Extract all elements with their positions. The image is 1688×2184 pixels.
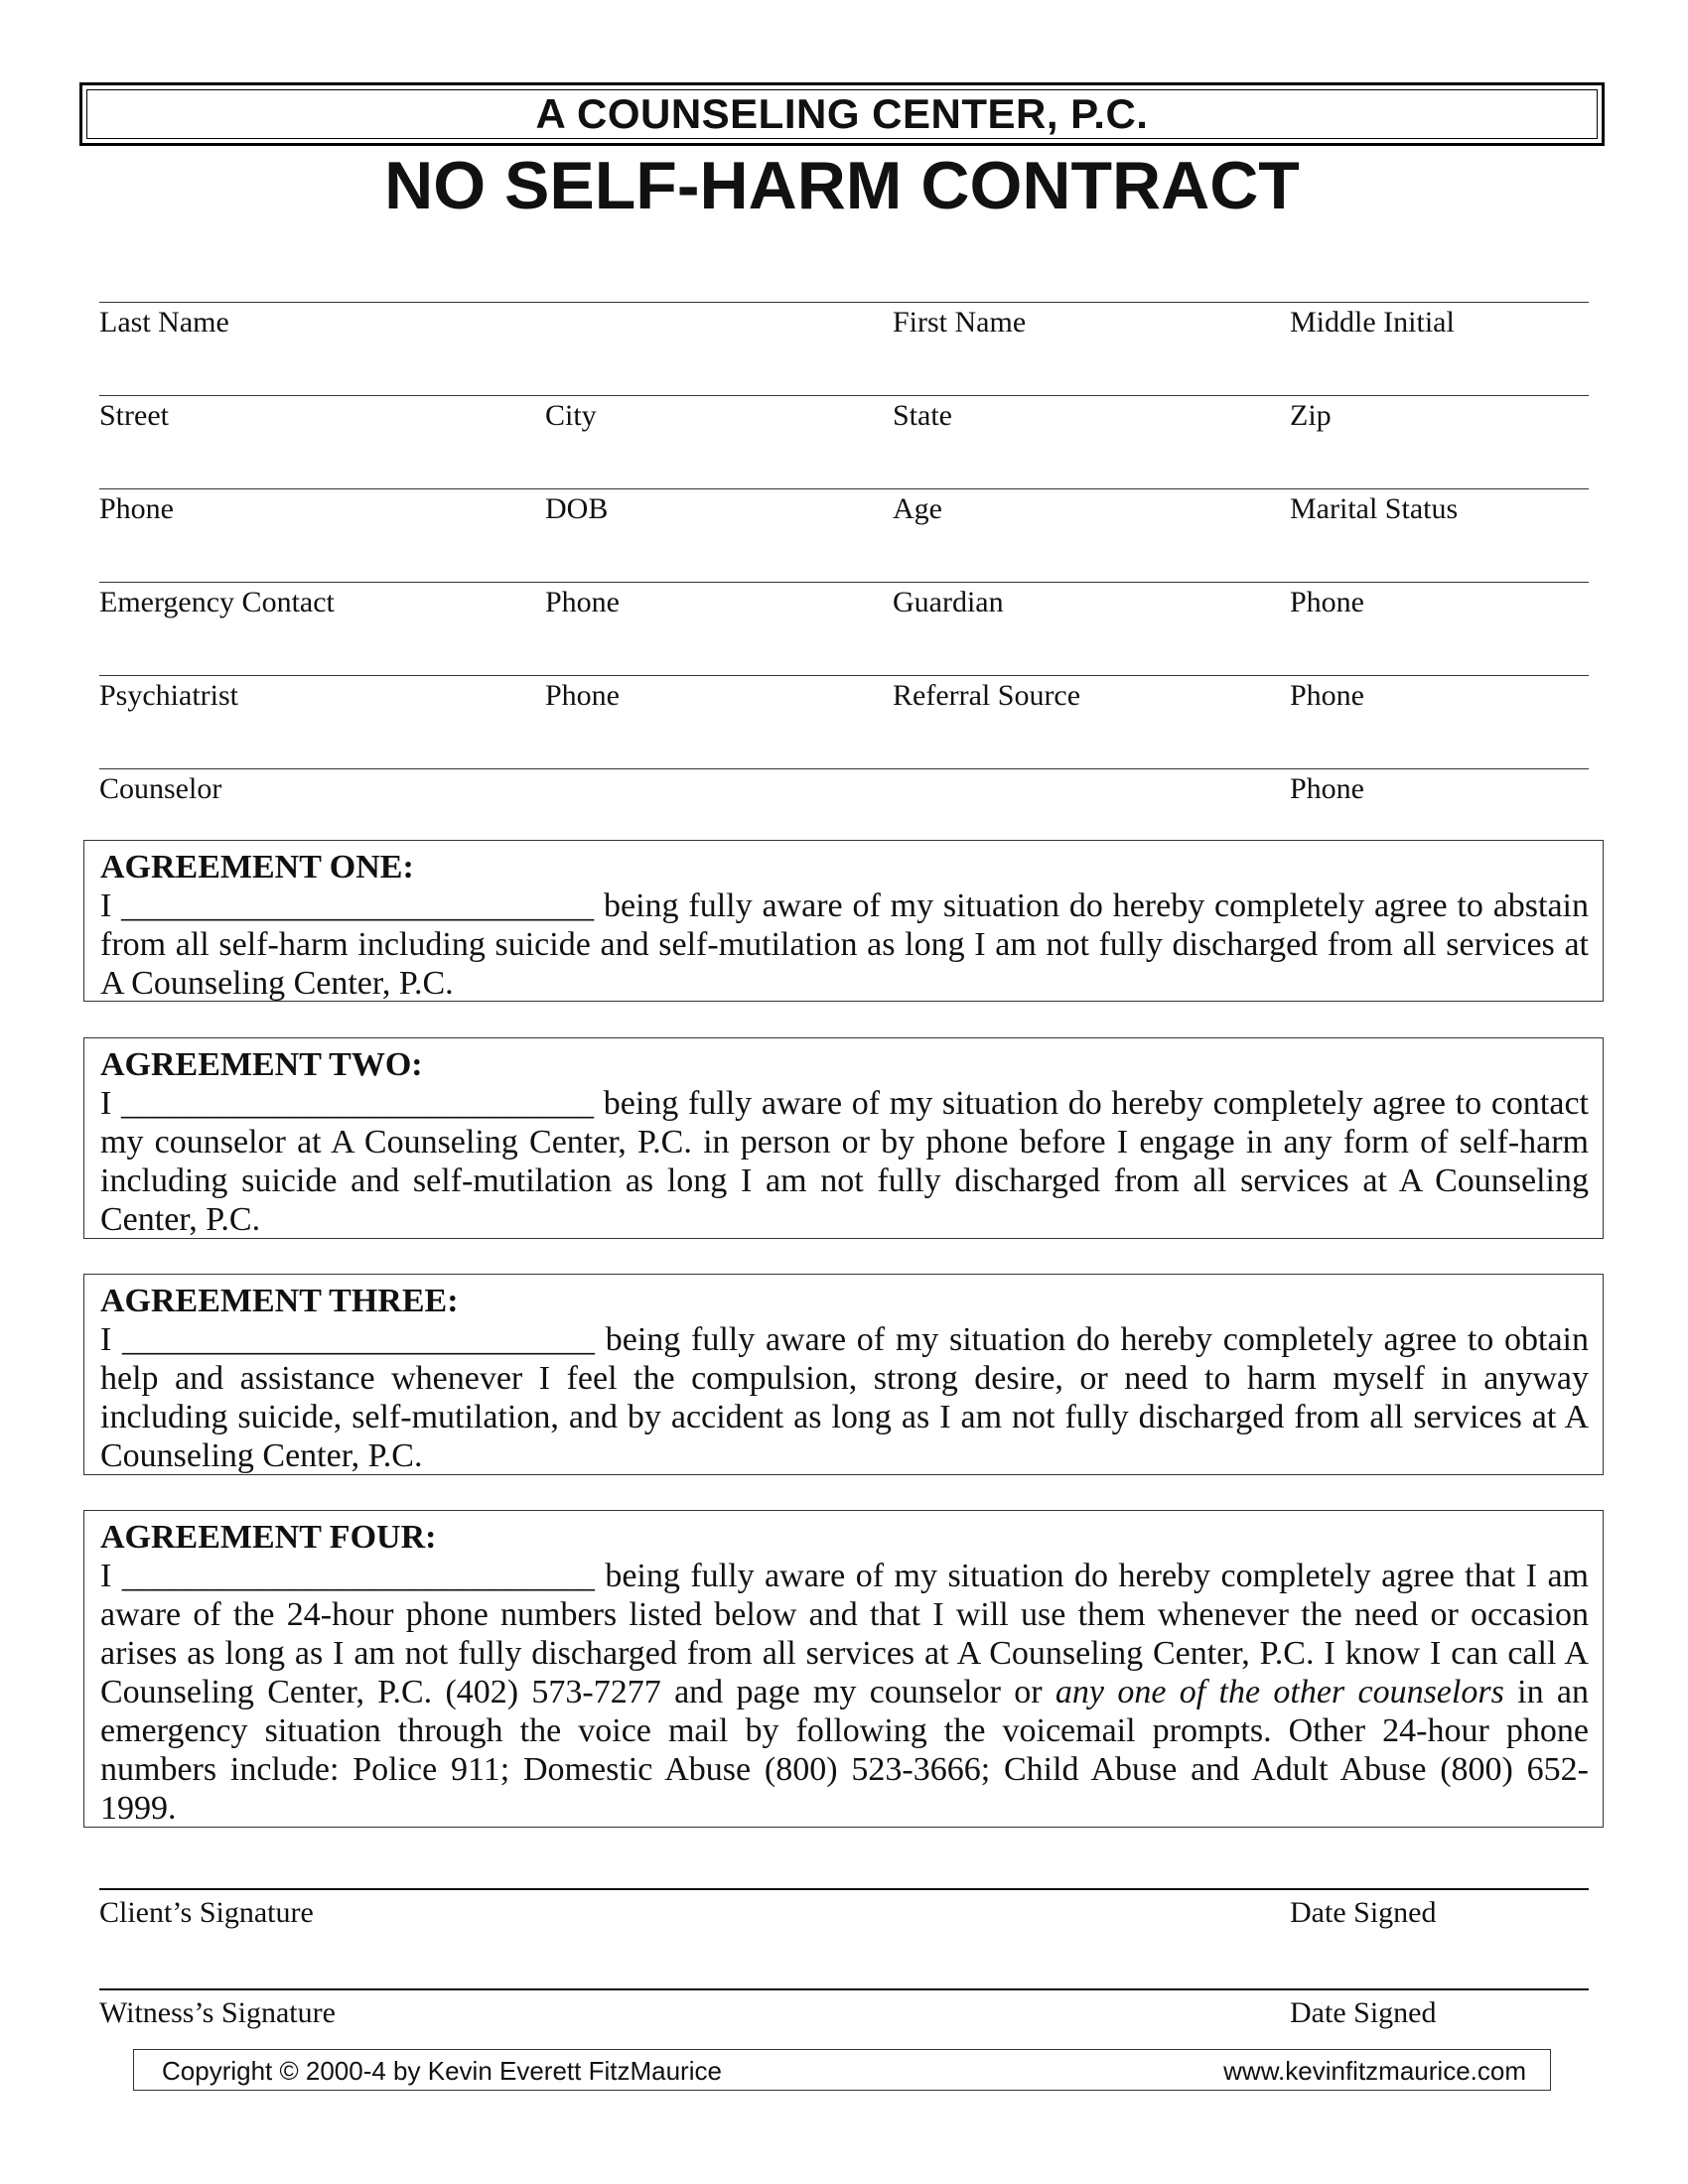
agreement-heading: AGREEMENT ONE: — [100, 849, 414, 886]
center-name: A COUNSELING CENTER, P.C. — [535, 90, 1149, 137]
field-row-personal — [99, 488, 1589, 548]
agreement-two — [83, 1037, 1604, 1239]
label-middle-initial: Middle Initial — [1290, 306, 1455, 339]
label-referral-source: Referral Source — [893, 679, 1081, 712]
label-marital-status: Marital Status — [1290, 492, 1459, 525]
header-banner — [79, 82, 1605, 146]
label-street: Street — [99, 399, 169, 432]
agreement-text: I ____________________________ being fully aware of my situation do hereby completely agree to contact my counselor at A Counseling Center, P.C. in person or by phone before I engage in any form of self-harm including suicide and self-mutilation as long I am not fully discharged from all services at A Counseling Center, P.C. — [100, 1085, 1589, 1238]
agreement-text: I ____________________________ being fully aware of my situation do hereby completely agree to obtain help and assistance whenever I feel the compulsion, strong desire, or need to harm myself in anyway including suicide, self-mutilation, and by accident as long as I am not fully discharged from all services at A Counseling Center, P.C. — [100, 1321, 1589, 1474]
agreement-four — [83, 1510, 1604, 1828]
website-link[interactable]: www.kevinfitzmaurice.com — [1223, 2056, 1526, 2086]
agreement-one — [83, 840, 1604, 1002]
fill-line[interactable] — [99, 582, 1589, 583]
italic-emphasis: any one of the other counselors — [1055, 1674, 1504, 1710]
witness-signature-row — [99, 1988, 1589, 2048]
name-blank[interactable]: ____________________________ — [121, 887, 595, 924]
label-last-name: Last Name — [99, 306, 229, 339]
copyright-notice: Copyright © 2000-4 by Kevin Everett FitzMaurice — [162, 2056, 722, 2086]
label-dob: DOB — [545, 492, 609, 525]
field-row-name — [99, 302, 1589, 361]
label-zip: Zip — [1290, 399, 1332, 432]
label-guardian-phone: Phone — [1290, 586, 1364, 618]
label-witness-signature: Witness’s Signature — [99, 1996, 336, 2029]
agreement-heading: AGREEMENT TWO: — [100, 1046, 423, 1083]
page-title: NO SELF-HARM CONTRACT — [384, 148, 1300, 223]
agreement-heading: AGREEMENT THREE: — [100, 1283, 459, 1319]
label-phone: Phone — [99, 492, 174, 525]
label-psychiatrist-phone: Phone — [545, 679, 620, 712]
agreement-text: I ____________________________ being fully aware of my situation do hereby completely agree that I am aware of the 24-hour phone numbers listed below and that I will use them whenever the need or occasion arises as long as I am not fully discharged from all services at A Counseling Center, P.C. I know I can call A Counseling Center, P.C. (402) 573-7277 and page my counselor or any one of the other counselors in an emergency situation through the voice mail by following the voicemail prompts. Other 24-hour phone numbers include: Police 911; Domestic Abuse (800) 523-3666; Child Abuse and Adult Abuse (800) 652-1999. — [100, 1558, 1590, 1827]
label-first-name: First Name — [893, 306, 1027, 339]
agreement-text: I ____________________________ being fully aware of my situation do hereby completely agree to abstain from all self-harm including suicide and self-mutilation as long I am not fully discharged from all services at A Counseling Center, P.C. — [100, 887, 1589, 1002]
witness-signature-line[interactable] — [99, 1988, 1589, 1990]
label-emergency-phone: Phone — [545, 586, 620, 618]
fill-line[interactable] — [99, 768, 1589, 769]
client-signature-line[interactable] — [99, 1888, 1589, 1890]
name-blank[interactable]: ____________________________ — [121, 1085, 595, 1122]
field-row-address — [99, 395, 1589, 455]
label-counselor-phone: Phone — [1290, 772, 1364, 805]
fill-line[interactable] — [99, 302, 1589, 303]
field-row-counselor — [99, 768, 1589, 828]
agreement-heading: AGREEMENT FOUR: — [100, 1519, 437, 1556]
label-guardian: Guardian — [893, 586, 1004, 618]
name-blank[interactable]: ____________________________ — [122, 1321, 596, 1358]
label-psychiatrist: Psychiatrist — [99, 679, 238, 712]
label-state: State — [893, 399, 952, 432]
label-witness-date-signed: Date Signed — [1290, 1996, 1437, 2029]
label-emergency-contact: Emergency Contact — [99, 586, 335, 618]
footer — [133, 2049, 1551, 2091]
field-row-emergency — [99, 582, 1589, 641]
label-city: City — [545, 399, 597, 432]
field-row-psychiatrist — [99, 675, 1589, 735]
agreement-three — [83, 1274, 1604, 1475]
label-age: Age — [893, 492, 942, 525]
fill-line[interactable] — [99, 488, 1589, 489]
fill-line[interactable] — [99, 395, 1589, 396]
label-client-date-signed: Date Signed — [1290, 1896, 1437, 1929]
label-referral-phone: Phone — [1290, 679, 1364, 712]
label-counselor: Counselor — [99, 772, 222, 805]
name-blank[interactable]: ____________________________ — [121, 1558, 595, 1594]
client-signature-row — [99, 1888, 1589, 1948]
label-client-signature: Client’s Signature — [99, 1896, 314, 1929]
fill-line[interactable] — [99, 675, 1589, 676]
